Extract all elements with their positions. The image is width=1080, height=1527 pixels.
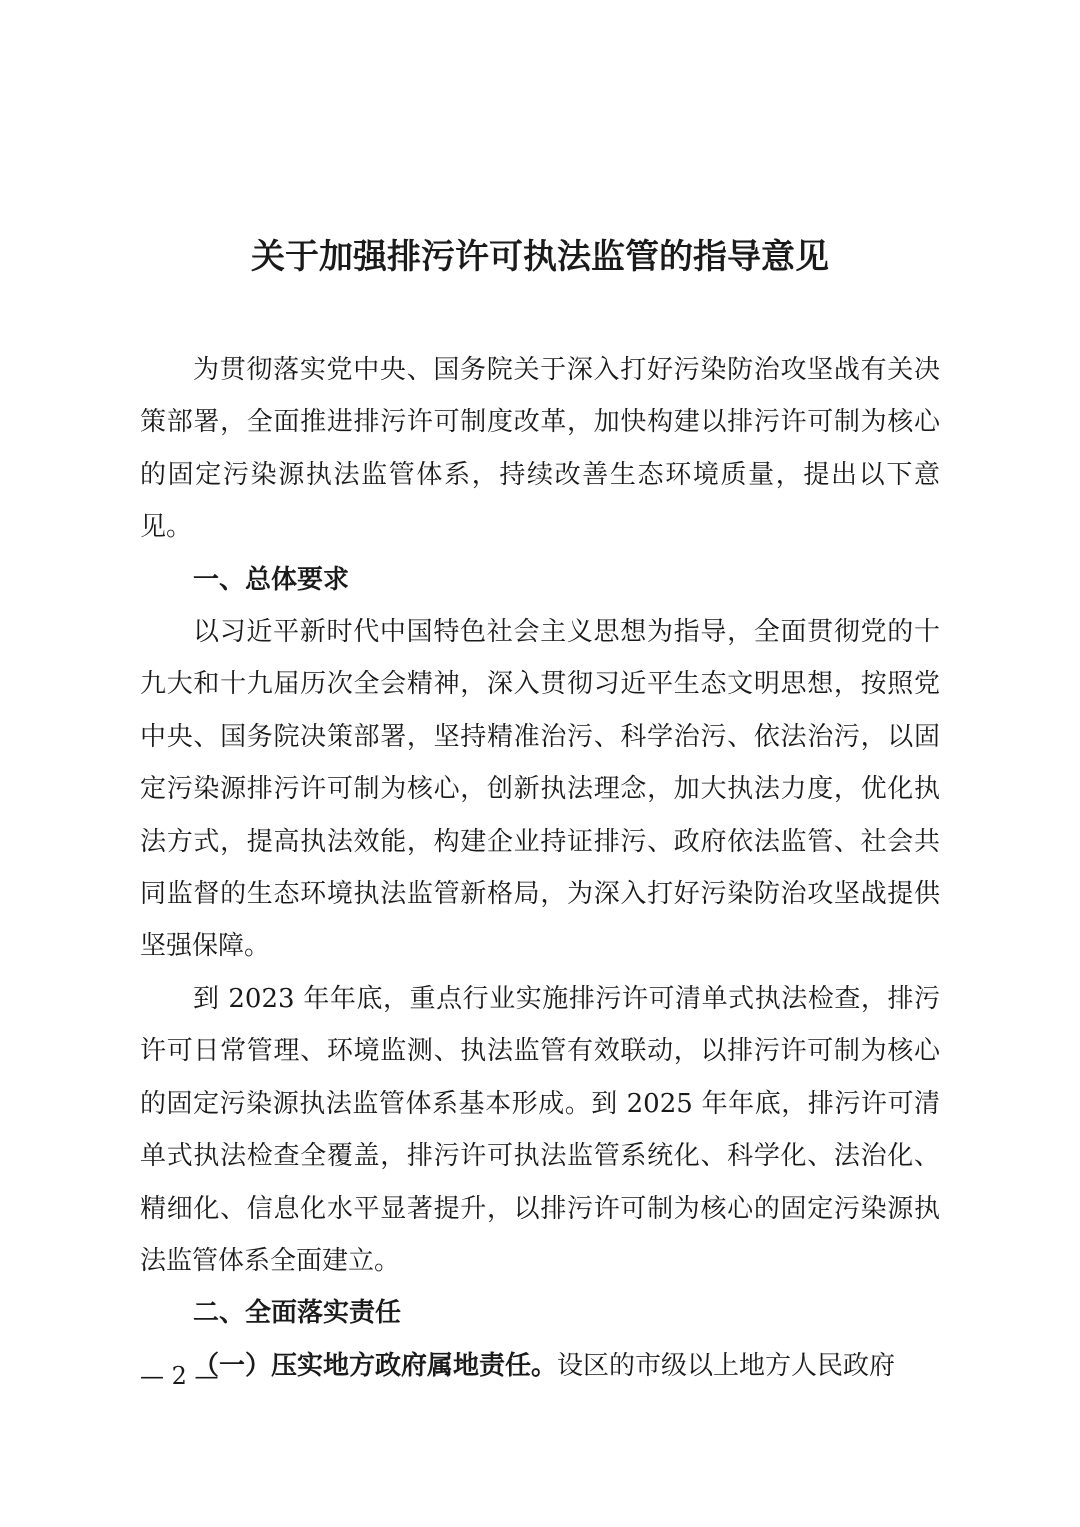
guiding-ideology-paragraph: 以习近平新时代中国特色社会主义思想为指导，全面贯彻党的十九大和十九届历次全会精神，深入贯彻习近平生态文明思想，按照党中央、国务院决策部署，坚持精准治污、科学治污、依法治污，以固定污染源排污许可制为核心，创新执法理念，加大执法力度，优化执法方式，提高执法效能，构建企业持证排污、政府依法监管、社会共同监督的生态环境执法监管新格局，为深入打好污染防治攻坚战提供坚强保障。 bbox=[140, 617, 940, 962]
responsibility-item-heading: （一）压实地方政府属地责任。 bbox=[193, 1350, 558, 1381]
section-heading-responsibilities: 二、全面落实责任 bbox=[193, 1298, 402, 1329]
responsibility-item-text: 设区的市级以上地方人民政府 bbox=[557, 1350, 896, 1381]
goals-paragraph: 到 2023 年年底，重点行业实施排污许可清单式执法检查，排污许可日常管理、环境监测、执法监管有效联动，以排污许可制为核心的固定污染源执法监管体系基本形成。到 2025 年年底，排污许可清单式执法检查全覆盖，排污许可执法监管系统化、科学化、法治化、精细化、信息化水平显著提升，以排污许可制为核心的固定污染源执法监管体系全面建立。 bbox=[140, 983, 940, 1276]
document-title: 关于加强排污许可执法监管的指导意见 bbox=[251, 237, 829, 277]
document-body bbox=[140, 344, 940, 1392]
page-number: — 2 — bbox=[140, 1362, 219, 1390]
responsibility-item-paragraph bbox=[140, 1340, 940, 1392]
section-heading-overall-requirements: 一、总体要求 bbox=[193, 564, 350, 595]
intro-paragraph: 为贯彻落实党中央、国务院关于深入打好污染防治攻坚战有关决策部署，全面推进排污许可制度改革，加快构建以排污许可制为核心的固定污染源执法监管体系，持续改善生态环境质量，提出以下意见。 bbox=[140, 355, 940, 543]
